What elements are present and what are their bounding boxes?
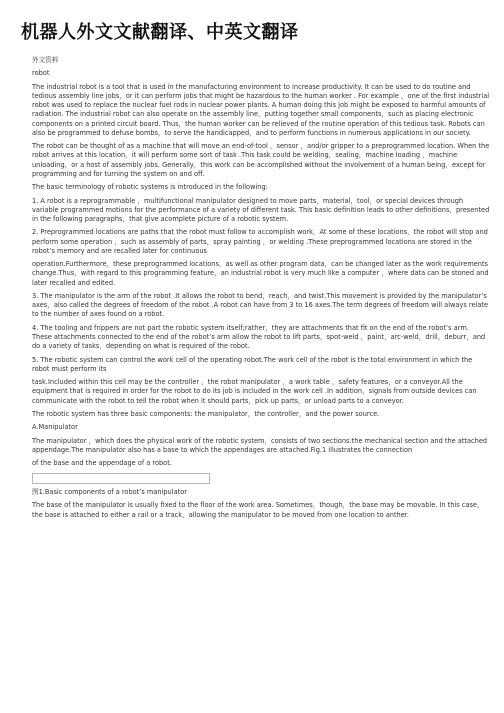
paragraph: The basic terminology of robotic systems is introduced in the following: [32,183,268,192]
paragraph: of the base and the appendage of a robot. [32,459,172,468]
figure-caption: 图1.Basic components of a robot’s manipulator [32,487,187,496]
paragraph: 5. The robotic system can control the work cell of the operating robot.The work cell of the robot is the total environment in which the robot must perform its [32,355,473,373]
paragraph: 1. A robot is a reprogrammable ，multifunctional manipulator designed to move parts，material，tool，or special devices through variable programmed motions for the performance of a variety of different task. This basic definition leads to other definitions，presented in the following paragraphs，that give acomplete picture of a robotic system. [32,196,490,223]
paragraph: 2. Preprogrammed locations are paths that the robot must follow to accomplish work，At some of these locations，the robot will stop and perform some operation ，such as assembly of parts，spray painting ，or welding .These preprogrammed locations are stored in the robot’s memory and are recalled later for continuous [32,228,488,255]
paragraph: 4. The tooling and frippers are not part the robotic system itself;rather，they are attachments that fit on the end of the robot’s arm. These attachments connected to the end of the robot’s arm allow the robot to lift parts，spot-weld ，paint，arc-weld，drill，deburr，and do a variety of tasks，depending on what is required of the robot. [32,323,486,351]
page-title: 机器人外文文献翻译、中英文翻译 [21,22,299,43]
subheading-manipulator: A.Manipulator [32,423,78,432]
paragraph: The robotic system has three basic components: the manipulator，the controller，and the power source. [32,409,380,418]
document-body [32,56,490,524]
paragraph: task.Included within this cell may be the controller ，the robot manipulator ，a work table ，safety features，or a conveyor.All the equipment that is required in order for the robot to do its job is included in the work cell .In addition，signals from outside devices can communicate with the robot to tell the robot when it should parts，pick up parts，or unload parts to a conveyor. [32,378,477,405]
paragraph: The robot can be thought of as a machine that will move an end-of-tool ，sensor ，and/or gripper to a preprogrammed location. When the robot arrives at this location，it will perform some sort of task .This task could be welding，sealing，machine loading ，machine unloading，or a host of assembly jobs. Generally，this work can be accomplished without the involvement of a human being，except for programming and for turning the system on and off. [32,142,490,178]
paragraph: 3. The manipulator is the arm of the robot .It allows the robot to bend，reach，and twist.This movement is provided by the manipulator’s axes，also called the degrees of freedom of the robot .A robot can have from 3 to 16 axes.The term degrees of freedom will always relate to the number of axes found on a robot. [32,291,489,319]
paragraph: The base of the manipulator is usually fixed to the floor of the work area. Sometimes，though，the base may be movable. In this case，the base is attached to either a rail or a track，allowing the manipulator to be moved from one location to anther. [32,501,484,519]
section-label: 外文资料 [32,56,59,64]
figure-image-placeholder [32,473,210,484]
paragraph: The manipulator ，which does the physical work of the robotic system，consists of two sections:the mechanical section and the attached appendage.The manipulator also has a base to which the appendages are attached.Fig.1 illustrates the connection [32,436,488,454]
paragraph: operation.Furthermore，these preprogrammed locations，as well as other program data，can be changed later as the work requirements change.Thus，with regard to this programming feature，an industrial robot is very much like a computer ，where data can be stoned and later recalled and edited. [32,260,489,287]
heading-robot: robot [32,69,50,78]
paragraph: The industrial robot is a tool that is used in the manufacturing environment to increase productivity. It can be used to do routine and tedious assembly line jobs，or it can perform jobs that might be hazardous to the human worker . For example ，one of the first industrial robot was used to replace the nuclear fuel rods in nuclear power plants. A human doing this job might be exposed to harmful amounts of radiation. The industrial robot can also operate on the assembly line，putting together small components，such as placing electronic components on a printed circuit board. Thus，the human worker can be relieved of the routine operation of this tedious task. Robots can also be programmed to defuse bombs，to serve the handicapped，and to perform functions in numerous applications in our society. [32,82,490,137]
